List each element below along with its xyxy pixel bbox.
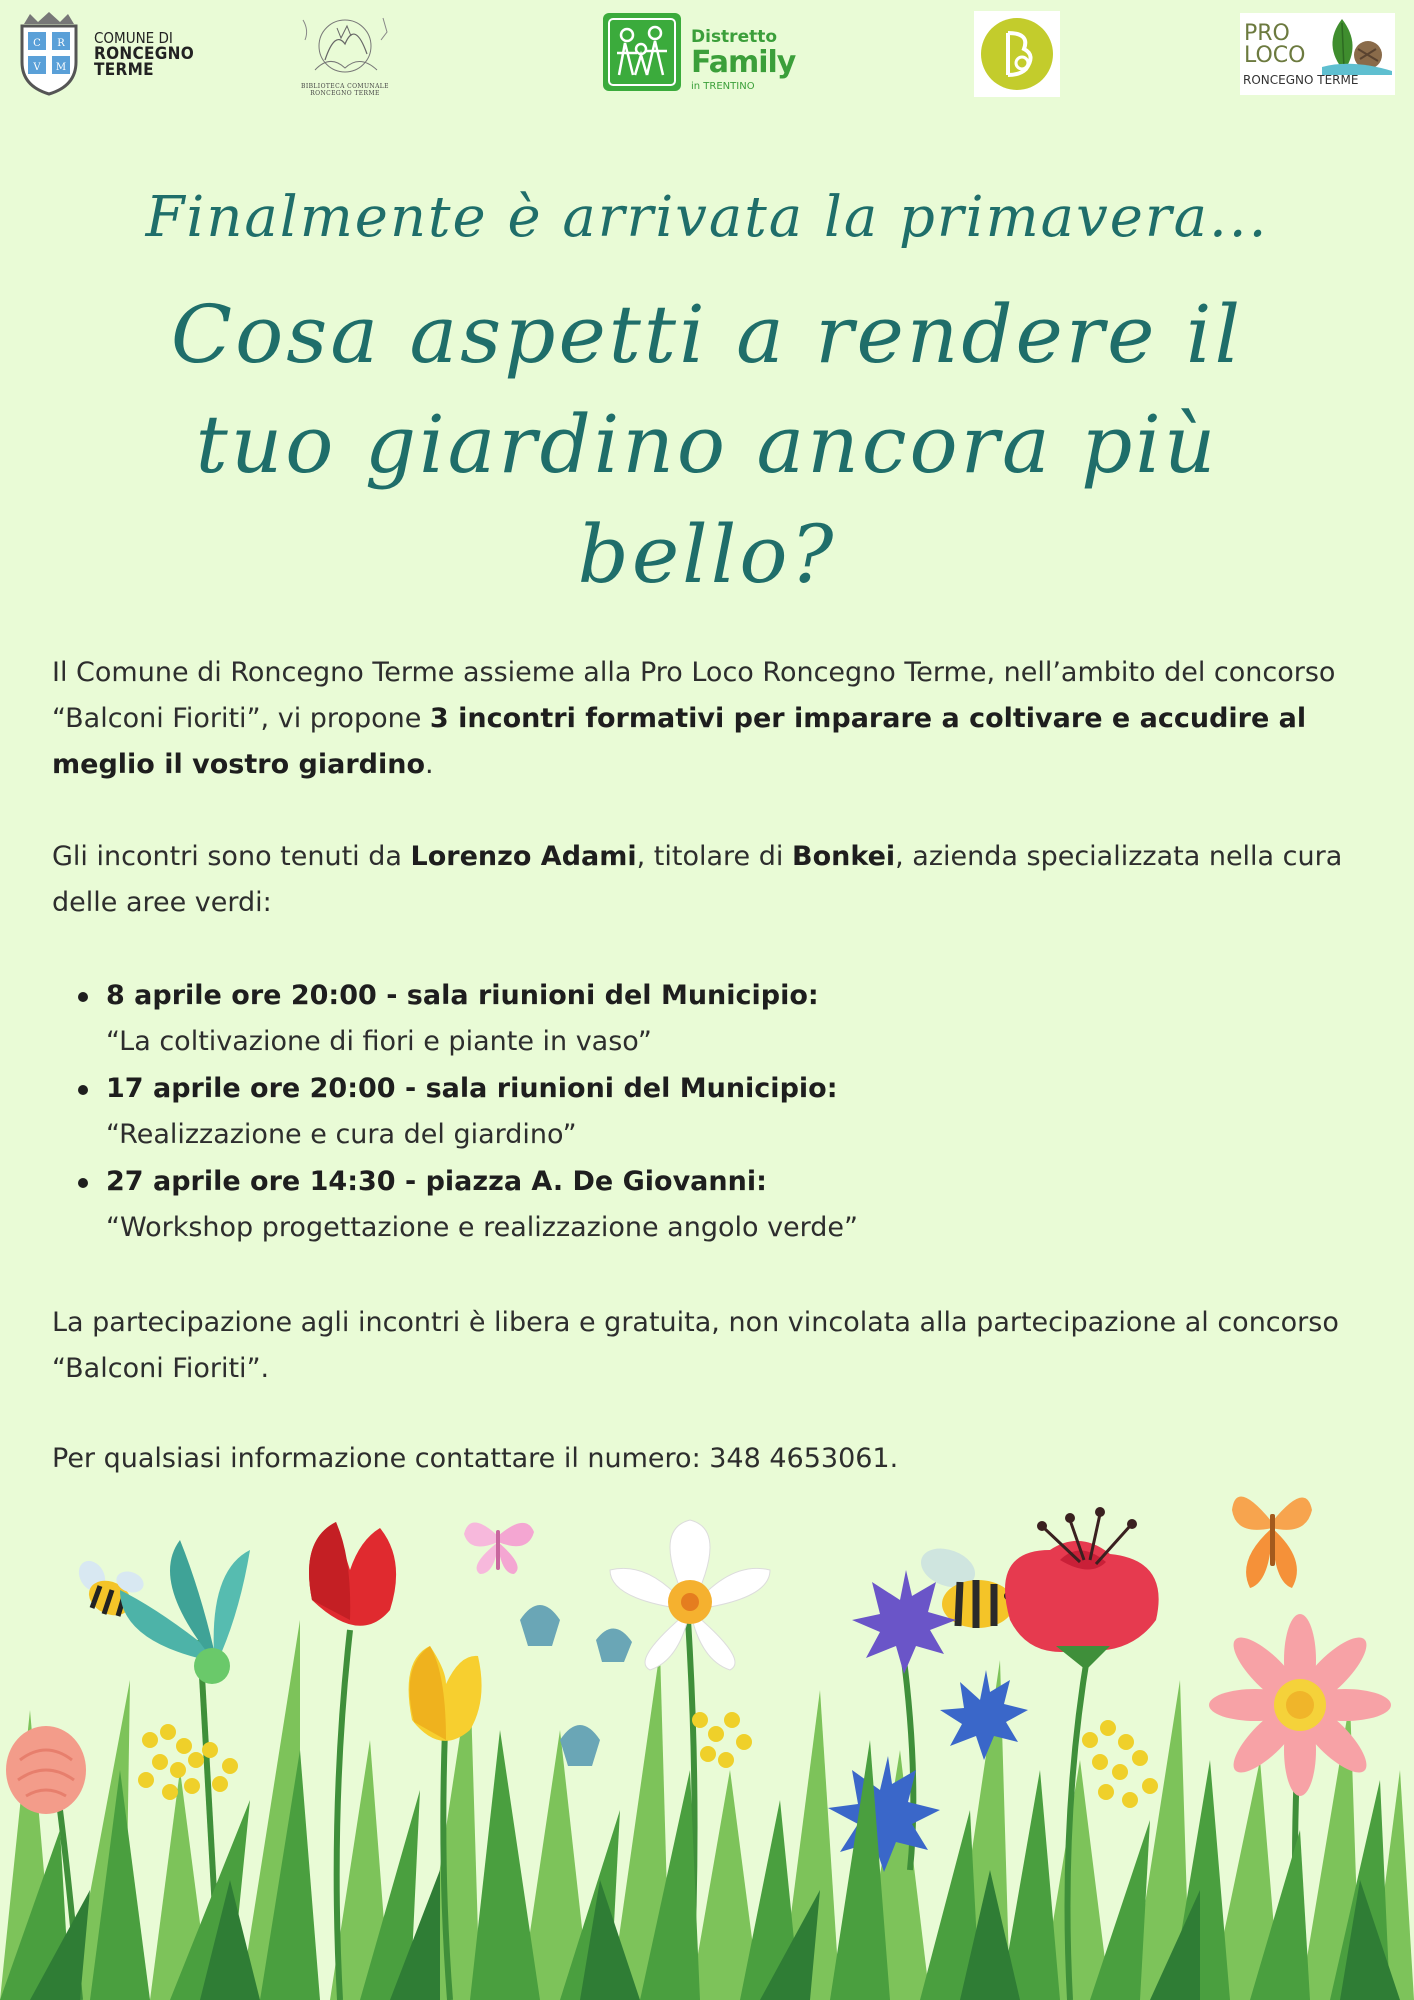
events-list [78, 973, 1358, 1252]
butterfly-icon [1232, 1497, 1312, 1588]
event-topic: “La coltivazione di fiori e piante in vaso” [106, 1026, 652, 1057]
tulip-icon [409, 1646, 482, 1741]
butterfly-icon [464, 1522, 534, 1574]
event-date-place: 17 aprile ore 20:00 - sala riunioni del Municipio: [106, 1073, 838, 1104]
biblioteca-caption [295, 83, 395, 97]
contact-paragraph: Per qualsiasi informazione contattare il numero: 348 4653061. [52, 1443, 899, 1474]
tulip-icon [309, 1522, 396, 1626]
event-topic: “Workshop progettazione e realizzazione angolo verde” [106, 1212, 859, 1243]
coat-letter-v: V [33, 62, 41, 73]
family-line3: in TRENTINO [691, 81, 755, 92]
family-line1: Distretto [691, 27, 778, 47]
speaker-paragraph [52, 834, 1372, 926]
intro-highlight: 3 incontri formativi per imparare a coltivare e accudire al meglio il vostro giardino [52, 703, 1307, 780]
company-name: Bonkei [791, 841, 896, 872]
proloco-logo [1240, 13, 1395, 95]
bell-flower-icon [520, 1605, 632, 1766]
event-date-place: 27 aprile ore 14:30 - piazza A. De Giovanni: [106, 1166, 767, 1197]
coat-letter-m: M [55, 62, 67, 73]
family-figures-icon [603, 13, 681, 91]
coat-letter-c: C [33, 38, 41, 49]
proloco-line2: LOCO [1244, 43, 1306, 68]
event-item [78, 1066, 1358, 1159]
intro-text-1: Il Comune di Roncegno Terme assieme alla Pro Loco Roncegno Terme, nell’ambito del concorso “Balconi Fioriti”, vi propone [52, 657, 1336, 734]
headline-question: Cosa aspetti a rendere il tuo giardino ancora più bello? [170, 288, 1244, 601]
garden-illustration [0, 1470, 1414, 2000]
event-item [78, 973, 1358, 1066]
coat-of-arms-icon [14, 8, 84, 96]
clover-icon [6, 1726, 86, 1814]
proloco-line1: PRO [1244, 21, 1290, 46]
event-date-place: 8 aprile ore 20:00 - sala riunioni del Municipio: [106, 980, 819, 1011]
headline-spring: Finalmente è arrivata la primavera... [145, 185, 1269, 250]
family-line2: Family [691, 45, 796, 80]
comune-line3: TERME [94, 60, 154, 80]
comune-logo [14, 8, 204, 100]
logo-bar [0, 0, 1414, 110]
cornflower-icon [852, 1570, 956, 1674]
proloco-line3: RONCEGNO TERME [1243, 73, 1359, 87]
poppy-icon [1005, 1507, 1159, 1670]
biblioteca-drawing-icon [295, 10, 395, 82]
comune-line2: RONCEGNO [94, 44, 195, 64]
distretto-family-logo [603, 13, 808, 93]
comune-line1: COMUNE DI [94, 29, 173, 47]
intro-text-2: . [425, 749, 434, 780]
coat-letter-r: R [57, 38, 65, 49]
participation-paragraph: La partecipazione agli incontri è libera e gratuita, non vincolata alla partecipazione al concorso “Balconi Fioriti”. [52, 1307, 1339, 1384]
speaker-text-3: , azienda specializzata nella cura delle aree verdi: [52, 841, 1343, 918]
daisy-icon [1209, 1614, 1391, 1796]
biblioteca-logo [295, 10, 395, 106]
fan-flower-icon [120, 1540, 250, 1684]
family-badge [603, 13, 681, 91]
bonkei-emblem-icon [974, 11, 1060, 97]
biblioteca-line1: BIBLIOTECA COMUNALE [301, 83, 389, 90]
comune-name [94, 30, 194, 78]
speaker-name: Lorenzo Adami [410, 841, 637, 872]
leaf-icon [1322, 15, 1392, 75]
speaker-text-2: , titolare di [636, 841, 792, 872]
intro-paragraph [52, 650, 1372, 788]
event-topic: “Realizzazione e cura del giardino” [106, 1119, 577, 1150]
bonkei-logo [974, 11, 1060, 97]
speaker-text-1: Gli incontri sono tenuti da [52, 841, 411, 872]
event-item [78, 1159, 1358, 1252]
biblioteca-line2: RONCEGNO TERME [310, 90, 380, 97]
